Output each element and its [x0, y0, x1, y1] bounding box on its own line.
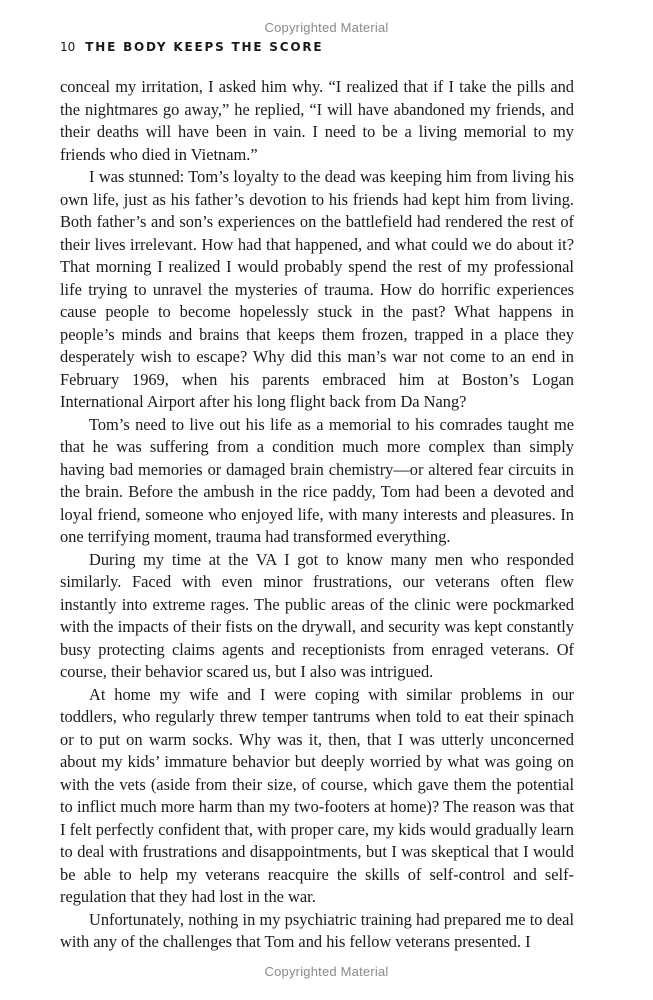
copyright-watermark-top: Copyrighted Material: [264, 20, 389, 35]
running-header: [60, 40, 323, 54]
paragraph-1: conceal my irritation, I asked him why. “I realized that if I take the pills and the nightmares go away,” he replied, “I will have abandoned my friends, and their deaths will have been in vain. I need to be a living memorial to my friends who died in Vietnam.”: [60, 77, 574, 164]
paragraph-2: I was stunned: Tom’s loyalty to the dead was keeping him from living his own life, just as his father’s devotion to his friends had kept him from living. Both father’s and son’s experiences on the battlefield had rendered the rest of their lives irrelevant. How had that happened, and what could we do about it? That morning I realized I would probably spend the rest of my professional life trying to unravel the mysteries of trauma. How do horrific experiences cause people to become hopelessly stuck in the past? What happens in people’s minds and brains that keeps them frozen, trapped in a place they desperately wish to escape? Why did this man’s war not come to an end in February 1969, when his parents embraced him at Boston’s Logan International Airport after his long flight back from Da Nang?: [60, 167, 574, 411]
book-title: THE BODY KEEPS THE SCORE: [85, 40, 324, 54]
page-body: [60, 76, 574, 954]
copyright-watermark-bottom: Copyrighted Material: [264, 964, 389, 979]
page-number: 10: [60, 40, 76, 54]
paragraph-6: Unfortunately, nothing in my psychiatric training had prepared me to deal with any of the challenges that Tom and his fellow veterans presented. I: [60, 909, 574, 951]
paragraph-3: Tom’s need to live out his life as a memorial to his comrades taught me that he was suffering from a condition much more complex than simply having bad memories or damaged brain chemistry—or altered fear circuits in the brain. Before the ambush in the rice paddy, Tom had been a devoted and loyal friend, someone who enjoyed life, with many interests and pleasures. In one terrifying moment, trauma had transformed everything.: [60, 414, 574, 546]
paragraph-5: At home my wife and I were coping with similar problems in our toddlers, who regularly threw temper tantrums when told to eat their spinach or to put on warm socks. Why was it, then, that I was utterly unconcerned about my kids’ immature behavior but deeply worried by what was going on with the vets (aside from their size, of course, which gave them the potential to inflict much more harm than my two-footers at home)? The reason was that I felt perfectly confident that, with proper care, my kids would gradually learn to deal with frustrations and disappointments, but I was skeptical that I would be able to help my veterans reacquire the skills of self-control and self-regulation that they had lost in the war.: [60, 684, 574, 906]
paragraph-4: During my time at the VA I got to know many men who responded similarly. Faced with even minor frustrations, our veterans often flew instantly into extreme rages. The public areas of the clinic were pockmarked with the impacts of their fists on the drywall, and security was kept constantly busy protecting claims agents and receptionists from enraged veterans. Of course, their behavior scared us, but I also was intrigued.: [60, 549, 574, 681]
